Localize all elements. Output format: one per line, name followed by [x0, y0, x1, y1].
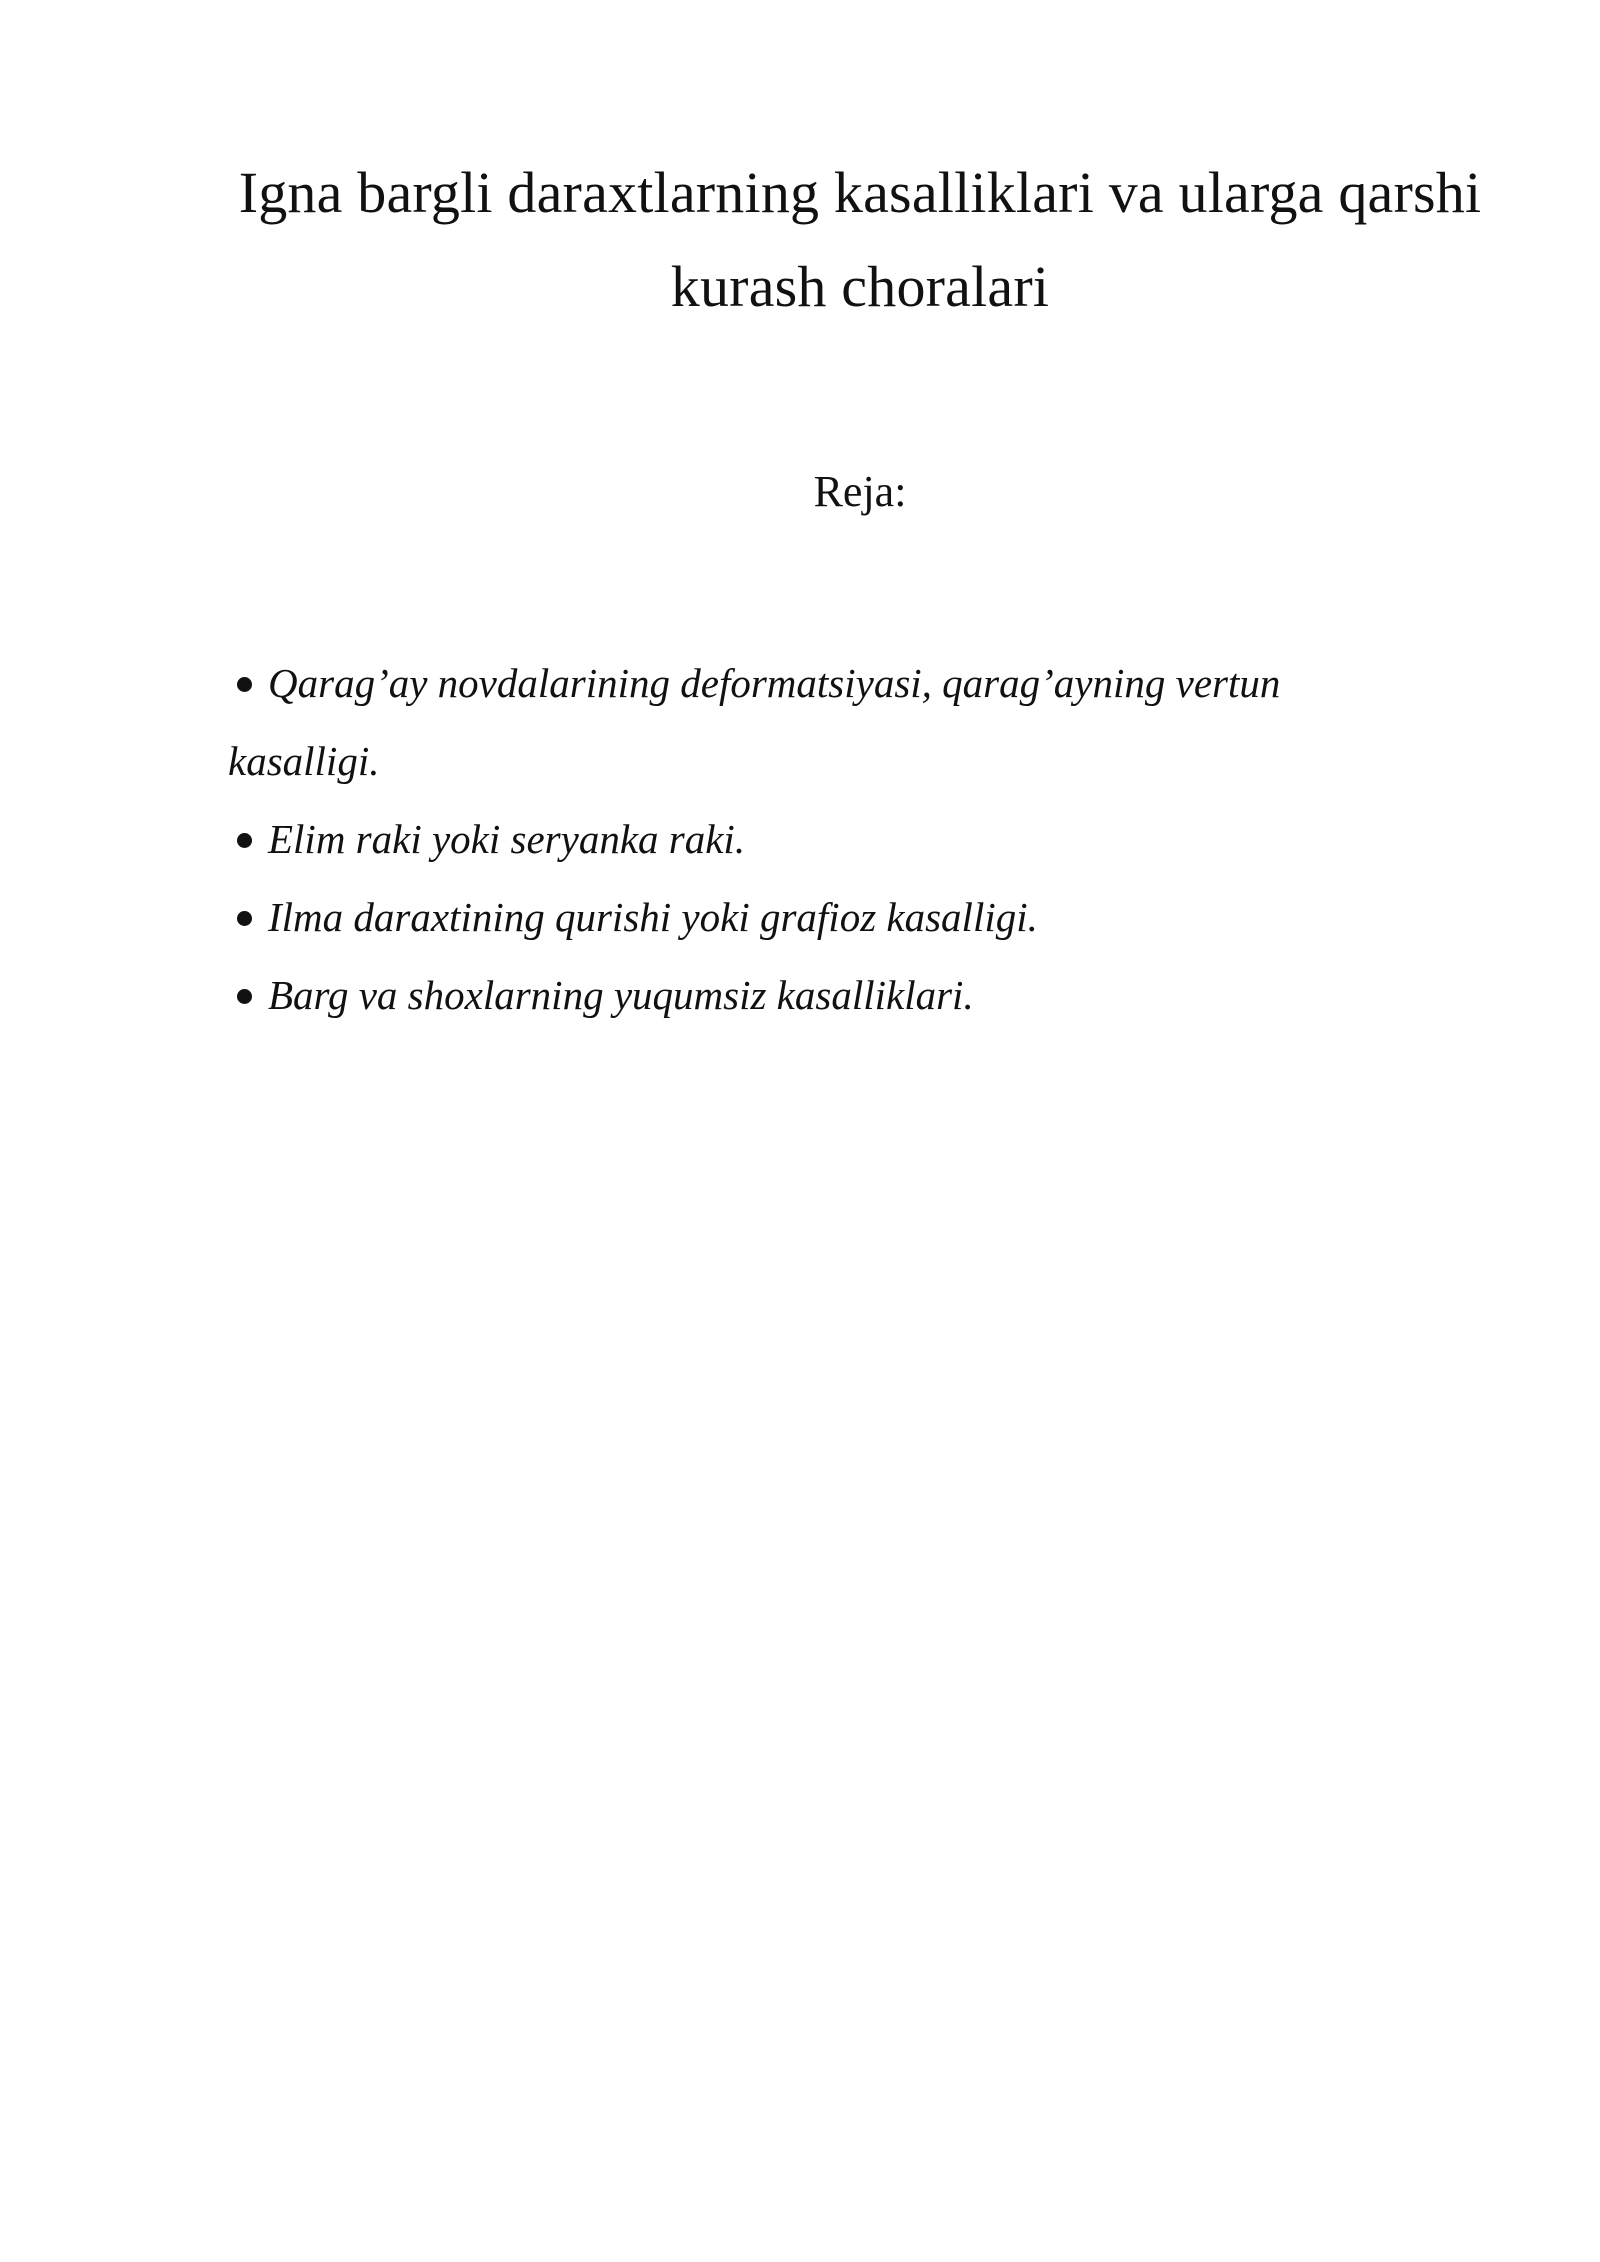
- plan-item-text: Ilma daraxtining qurishi yoki grafioz kasalligi.: [268, 894, 1038, 940]
- plan-heading: Reja:: [813, 467, 907, 516]
- plan-item: [228, 878, 1428, 956]
- plan-item-text: Elim raki yoki seryanka raki.: [268, 816, 746, 862]
- page-title: [170, 146, 1550, 334]
- plan-item-text: Barg va shoxlarning yuqumsiz kasalliklari.: [268, 972, 974, 1018]
- title-line-1: Igna bargli daraxtlarning kasalliklari va ularga qarshi: [238, 160, 1482, 225]
- bullet-icon: [237, 989, 252, 1004]
- title-line-2: kurash choralari: [670, 254, 1050, 319]
- plan-item: [228, 956, 1428, 1034]
- plan-item-text: Qarag’ay novdalarining deformatsiyasi, qarag’ayning vertun kasalligi.: [228, 660, 1281, 784]
- plan-item: [228, 644, 1428, 800]
- bullet-icon: [237, 833, 252, 848]
- plan-list: [228, 644, 1428, 1034]
- bullet-icon: [237, 911, 252, 926]
- bullet-icon: [237, 677, 252, 692]
- plan-item: [228, 800, 1428, 878]
